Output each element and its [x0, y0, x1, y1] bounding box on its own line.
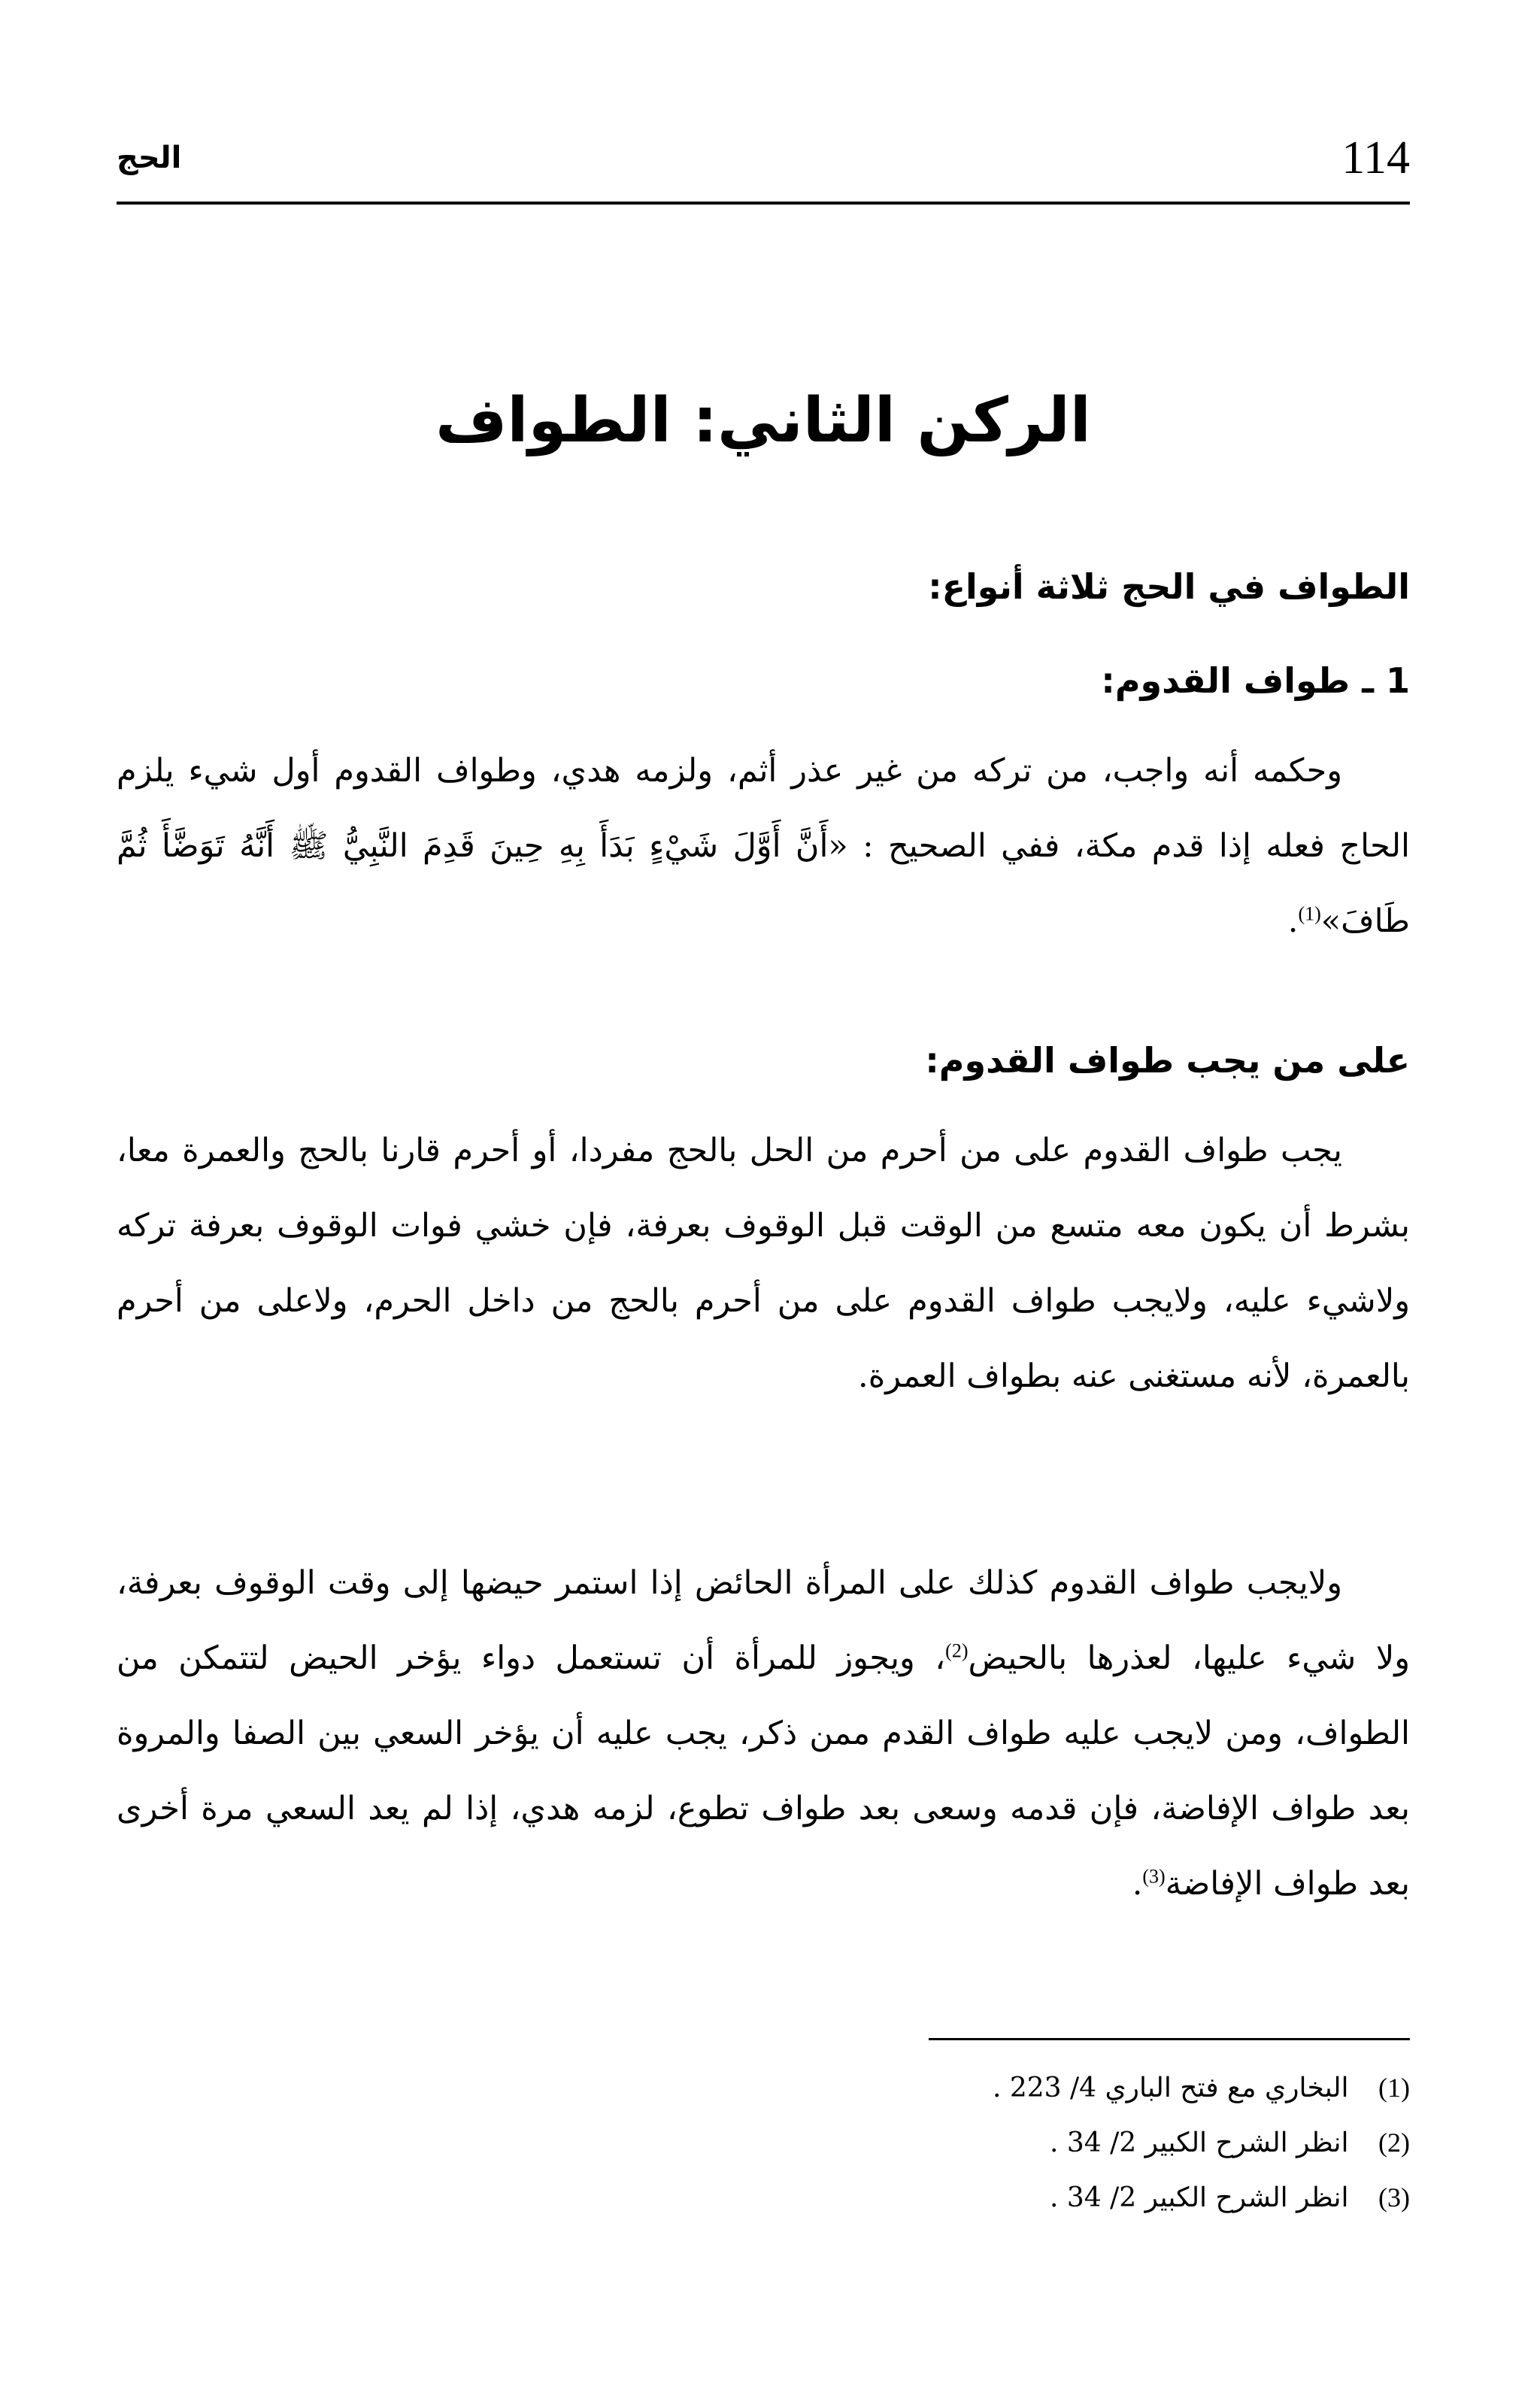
- paragraph-ruling: [117, 733, 1410, 959]
- header-rule: [117, 202, 1410, 205]
- subheading-tawaf-qudum: 1 ـ طواف القدوم:: [1101, 660, 1410, 701]
- footnote-number: (1): [1378, 2073, 1410, 2103]
- paragraph-ruling-text: وحكمه أنه واجب، من تركه من غير عذر أثم، ولزمه هدي، وطواف القدوم أول شيء يلزم الحاج فعله إذا قدم مكة، ففي الصحيح : «أَنَّ أَوَّلَ شَيْءٍ بَدَأَ بِهِ حِينَ قَدِمَ النَّبِيُّ ﷺ أَنَّهُ تَوَضَّأَ ثُمَّ طَافَ»: [117, 752, 1410, 940]
- footnote-item: [432, 2115, 1410, 2170]
- footnote-ref-1: (1): [1298, 902, 1321, 925]
- footnote-number: (2): [1378, 2128, 1410, 2158]
- footnote-number: (3): [1378, 2182, 1410, 2212]
- footnotes: [432, 2061, 1410, 2225]
- footnote-text: انظر الشرح الكبير 2/ 34 .: [1049, 2128, 1349, 2158]
- page-header: [117, 128, 1410, 199]
- footnote-text: انظر الشرح الكبير 2/ 34 .: [1049, 2182, 1349, 2213]
- paragraph-menstruating-text-a: ولايجب طواف القدوم كذلك على المرأة الحائض إذا استمر حيضها إلى وقت الوقوف بعرفة، ولا شيء عليها، لعذرها بالحيض: [117, 1564, 1410, 1677]
- running-title: الحج: [117, 141, 182, 175]
- chapter-title: الركن الثاني: الطواف: [435, 385, 1091, 456]
- footnote-ref-2: (2): [945, 1639, 969, 1662]
- paragraph-menstruating-woman: [117, 1545, 1410, 1921]
- paragraph-menstruating-text-b: ، ويجوز للمرأة أن تستعمل دواء يؤخر الحيض لتتمكن من الطواف، ومن لايجب عليه طواف القدم ممن ذكر، يجب عليه أن يؤخر السعي بين الصفا والمروة بعد طواف الإفاضة، فإن قدمه وسعى بعد طواف تطوع، لزمه هدي، إذا لم يعد السعي مرة أخرى بعد طواف الإفاضة: [117, 1639, 1410, 1903]
- paragraph-menstruating-end: .: [1132, 1865, 1143, 1903]
- footnote-item: [432, 2061, 1410, 2115]
- section-heading-tawaf-types: الطواف في الحج ثلاثة أنواع:: [928, 566, 1410, 607]
- page-number: 114: [1341, 132, 1410, 183]
- footnote-ref-3: (3): [1142, 1865, 1166, 1888]
- section-heading-who-must: على من يجب طواف القدوم:: [925, 1040, 1410, 1081]
- footnote-rule: [929, 2038, 1410, 2040]
- paragraph-obligation: يجب طواف القدوم على من أحرم من الحل بالحج مفردا، أو أحرم قارنا بالحج والعمرة معا، بشرط أن يكون معه متسع من الوقت قبل الوقوف بعرفة، فإن خشي فوات الوقوف بعرفة تركه ولاشيء عليه، ولايجب طواف القدوم على من أحرم بالحج من داخل الحرم، ولاعلى من أحرم بالعمرة، لأنه مستغنى عنه بطواف العمرة.: [117, 1132, 1410, 1395]
- footnote-text: البخاري مع فتح الباري 4/ 223 .: [992, 2073, 1349, 2103]
- paragraph-ruling-end: .: [1287, 902, 1299, 940]
- footnote-item: [432, 2170, 1410, 2225]
